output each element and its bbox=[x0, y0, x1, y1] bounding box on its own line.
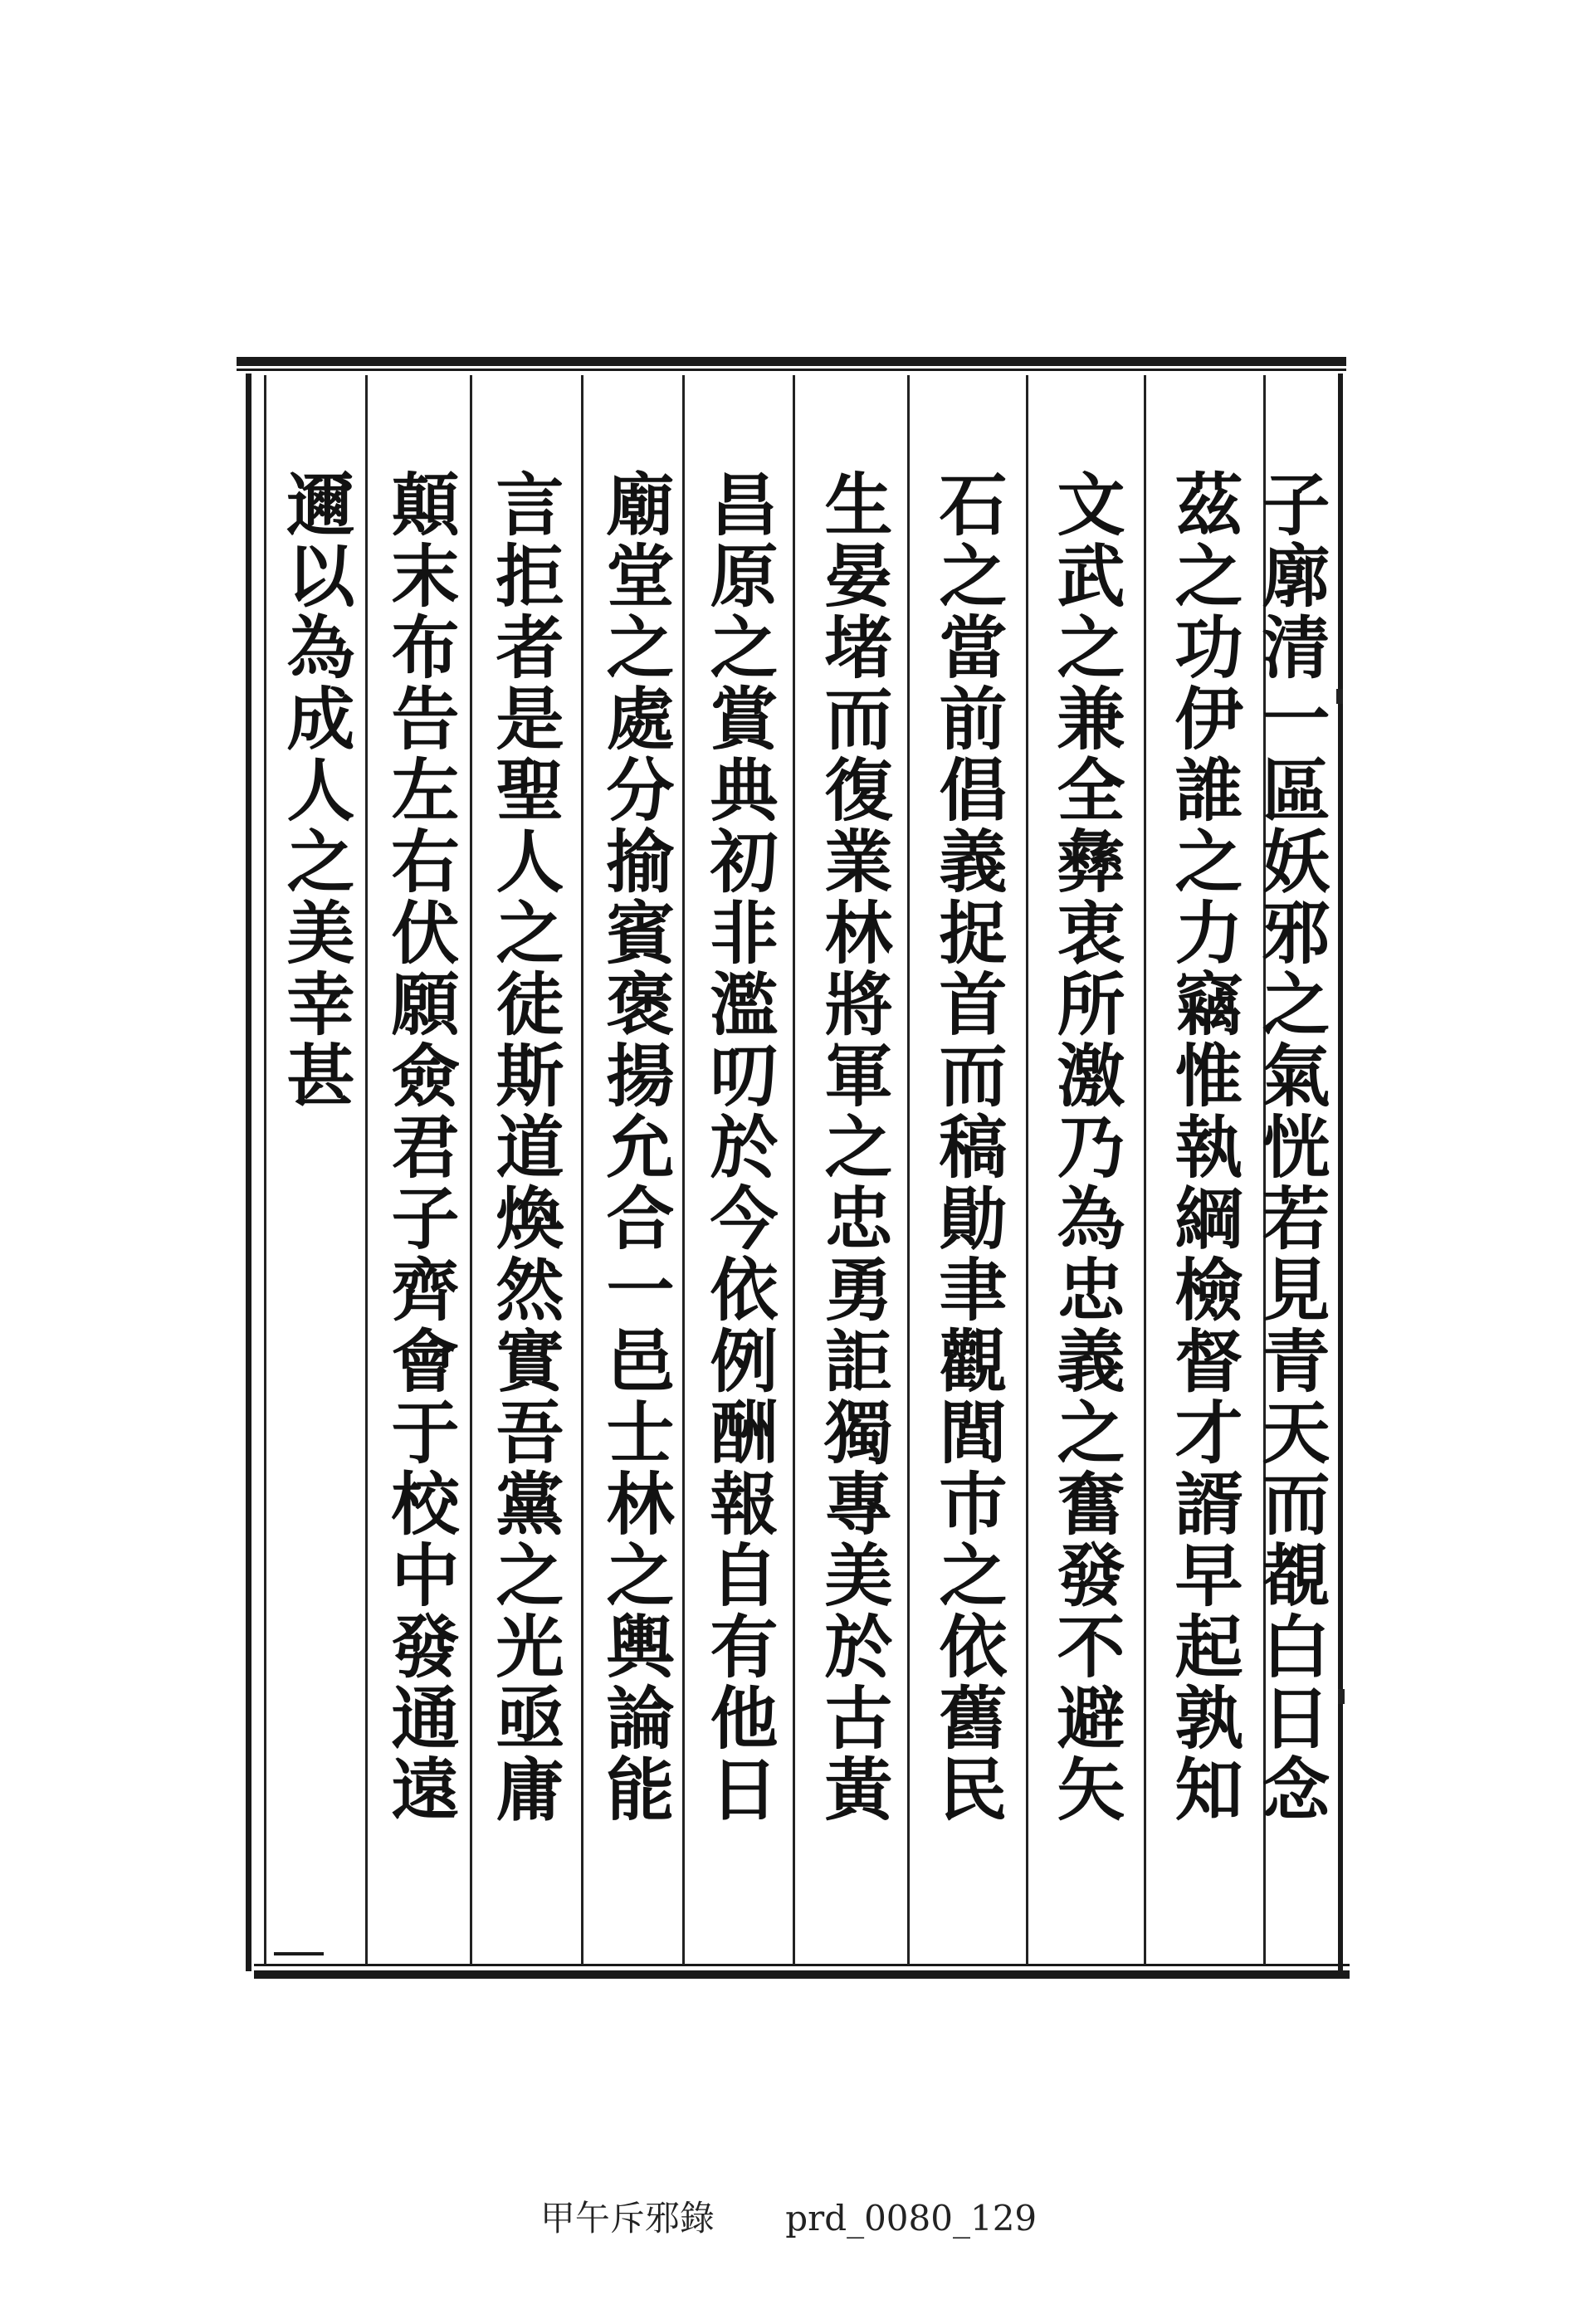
column-divider bbox=[1144, 375, 1146, 1965]
text-column-3: 文武之兼全彝衷所激乃為忠義之奮發不避矢 bbox=[1046, 469, 1125, 1825]
text-column-7: 廟堂之處分揄賓褒揚允合一邑士林之輿論能 bbox=[595, 469, 675, 1825]
text-column-5: 生晏堵而復業林將軍之忠勇詎獨專美於古黃 bbox=[813, 469, 893, 1825]
left-border-rule bbox=[246, 374, 251, 1971]
column-divider bbox=[907, 375, 910, 1965]
page-footer bbox=[0, 2191, 1577, 2241]
bottom-border-inner-rule bbox=[254, 1964, 1350, 1966]
text-column-4: 石之當前倡義捉首而稿勛聿觀閭巿之依舊民 bbox=[928, 469, 1008, 1825]
text-column-9: 顛末布告左右伏願僉君子齊會于校中發通遠 bbox=[380, 469, 460, 1825]
book-title: 甲午斥邪錄 bbox=[540, 2198, 715, 2239]
bottom-border-rule bbox=[254, 1970, 1350, 1979]
column-divider bbox=[470, 375, 472, 1965]
top-border-inner-rule bbox=[237, 369, 1346, 371]
column-divider bbox=[365, 375, 368, 1965]
column-divider bbox=[1026, 375, 1028, 1965]
text-column-10: 邇以為成人之美幸甚 bbox=[276, 469, 355, 1111]
scan-speck bbox=[1338, 1689, 1345, 1704]
column-divider bbox=[581, 375, 583, 1965]
scan-speck bbox=[1336, 689, 1343, 704]
text-column-8: 言拒者是聖人之徒斯道煥然實吾黨之光亟庸 bbox=[485, 469, 564, 1825]
text-column-1: 子廓清一區妖邪之氣恍若見青天而覩白日念 bbox=[1251, 469, 1330, 1825]
column-divider bbox=[793, 375, 795, 1965]
top-border-rule bbox=[237, 357, 1346, 366]
text-column-6: 昌原之賞典初非濫叨於今依例酬報自有他日 bbox=[699, 469, 779, 1825]
page-code: prd_0080_129 bbox=[785, 2198, 1038, 2239]
text-column-2: 茲之功伊誰之力竊惟執綱檢督才諝早起孰知 bbox=[1164, 469, 1243, 1825]
